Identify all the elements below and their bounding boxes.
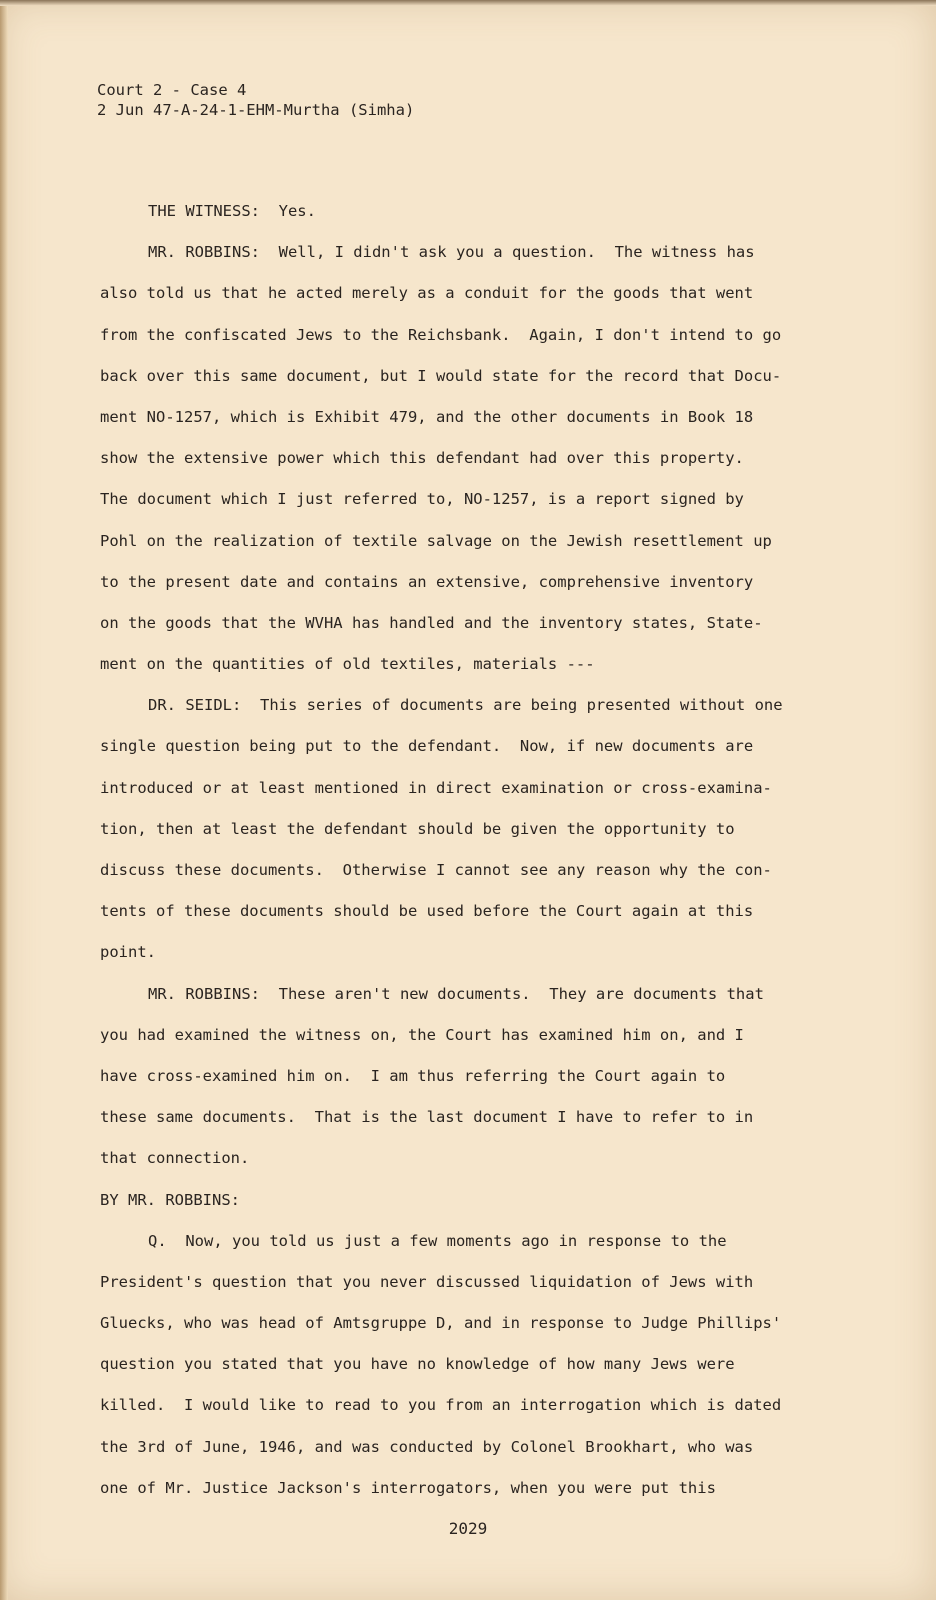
transcript-line: tents of these documents should be used before the Court again at this xyxy=(100,902,754,921)
transcript-line: tion, then at least the defendant should be given the opportunity to xyxy=(100,819,735,838)
transcript-line: back over this same document, but I would state for the record that Docu- xyxy=(100,366,782,385)
transcript-line: THE WITNESS: Yes. xyxy=(148,202,316,220)
transcript-line: single question being put to the defendant. Now, if new documents are xyxy=(100,737,754,756)
transcript-line: show the extensive power which this defendant had over this property. xyxy=(100,449,744,468)
transcript-line: question you stated that you have no knowledge of how many Jews were xyxy=(100,1355,735,1374)
transcript-line: ment on the quantities of old textiles, materials --- xyxy=(100,655,595,674)
transcript-line: ment NO-1257, which is Exhibit 479, and the other documents in Book 18 xyxy=(100,407,754,426)
transcript-line: have cross-examined him on. I am thus referring the Court again to xyxy=(100,1066,726,1085)
transcript-line: Pohl on the realization of textile salvage on the Jewish resettlement up xyxy=(100,531,772,550)
transcript-line: killed. I would like to read to you from an interrogation which is dated xyxy=(100,1396,782,1415)
transcript-line: one of Mr. Justice Jackson's interrogators, when you were put this xyxy=(100,1478,716,1497)
transcript-line: on the goods that the WVHA has handled and the inventory states, State- xyxy=(100,613,763,632)
transcript-line: Gluecks, who was head of Amtsgruppe D, and in response to Judge Phillips' xyxy=(100,1314,782,1333)
transcript-line: The document which I just referred to, NO-1257, is a report signed by xyxy=(100,490,744,509)
transcript-line: Q. Now, you told us just a few moments ago in response to the xyxy=(148,1231,727,1250)
header-court-case: Court 2 - Case 4 xyxy=(97,81,247,99)
transcript-line: discuss these documents. Otherwise I cannot see any reason why the con- xyxy=(100,861,772,879)
transcript-line: point. xyxy=(100,943,156,962)
transcript-line: the 3rd of June, 1946, and was conducted by Colonel Brookhart, who was xyxy=(100,1437,754,1456)
transcript-line: President's question that you never discussed liquidation of Jews with xyxy=(100,1272,754,1291)
transcript-line: MR. ROBBINS: These aren't new documents. They are documents that xyxy=(148,984,764,1003)
header-reference: 2 Jun 47-A-24-1-EHM-Murtha (Simha) xyxy=(97,101,415,119)
page-number: 2029 xyxy=(448,1519,488,1538)
transcript-line: DR. SEIDL: This series of documents are being presented without one xyxy=(148,696,783,715)
transcript-line: you had examined the witness on, the Court has examined him on, and I xyxy=(100,1025,744,1044)
document-header xyxy=(97,80,414,120)
transcript-line: that connection. xyxy=(100,1149,250,1168)
transcript-line: these same documents. That is the last document I have to refer to in xyxy=(100,1108,754,1127)
transcript-line: from the confiscated Jews to the Reichsbank. Again, I don't intend to go xyxy=(100,325,782,344)
transcript-line: also told us that he acted merely as a conduit for the goods that went xyxy=(100,284,754,303)
transcript-body xyxy=(100,191,860,1509)
transcript-line: to the present date and contains an extensive, comprehensive inventory xyxy=(100,572,754,591)
transcript-line: BY MR. ROBBINS: xyxy=(100,1190,240,1209)
transcript-line: introduced or at least mentioned in direct examination or cross-examina- xyxy=(100,778,772,797)
transcript-line: MR. ROBBINS: Well, I didn't ask you a question. The witness has xyxy=(148,243,755,262)
